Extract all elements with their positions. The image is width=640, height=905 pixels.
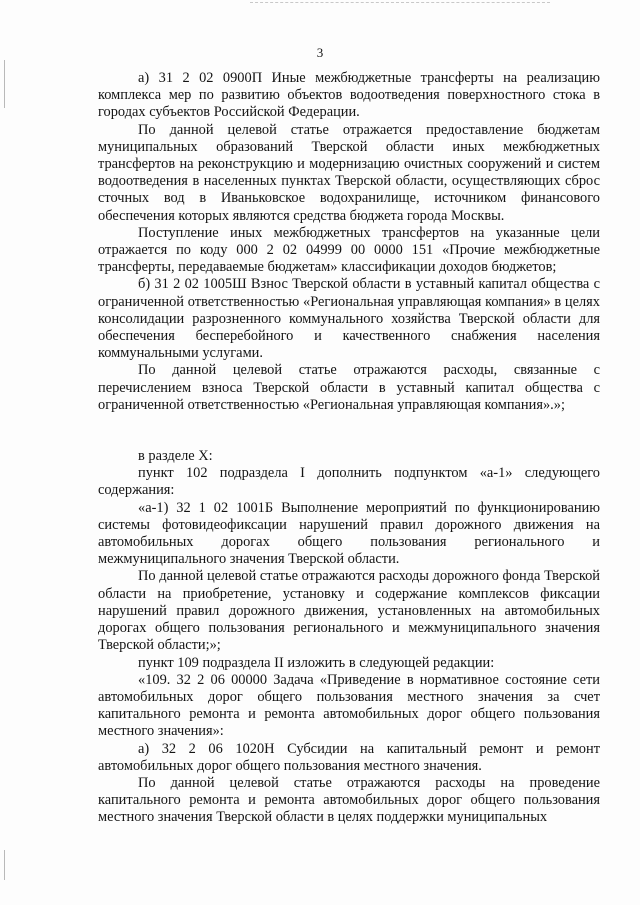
paragraph-description-road-fund: По данной целевой статье отражаются расходы дорожного фонда Тверской области на приобретение, установку и содержание комплексов фиксации нарушений правил дорожного движения, установленных на автомобильных дорогах общего пользования регионального и межмуниципального значения Тверской области;»;	[98, 568, 600, 654]
paragraph-task-109: «109. 32 2 06 00000 Задача «Приведение в нормативное состояние сети автомобильных дорог общего пользования местного значения за счет капитального ремонта и ремонта автомобильных дорог общего пользования местного значения»:	[98, 671, 600, 740]
paragraph-a1-photo-fixation: «а-1) 32 1 02 1001Б Выполнение мероприятий по функционированию системы фотовидеофиксации нарушений правил дорожного движения на автомобильных дорогах общего пользования регионального и межмуниципального значения Тверской области.	[98, 499, 600, 568]
paragraph-receipt-code: Поступление иных межбюджетных трансфертов на указанные цели отражается по коду 000 2 02 04999 00 0000 151 «Прочие межбюджетные трансферты, передаваемые бюджетам» классификации доходов бюджетов;	[98, 224, 600, 276]
paragraph-a-subsidies: а) 32 2 06 1020Н Субсидии на капитальный ремонт и ремонт автомобильных дорог общего пользования местного значения.	[98, 740, 600, 774]
scan-artifact-left-top	[4, 60, 5, 108]
scan-artifact-left-bottom	[4, 850, 5, 880]
section-gap	[98, 414, 600, 448]
paragraph-description-contribution: По данной целевой статье отражаются расходы, связанные с перечислением взноса Тверской области в уставный капитал общества с ограниченной ответственностью «Региональная управляющая компания».»;	[98, 362, 600, 413]
paragraph-b-contribution: б) 31 2 02 1005Ш Взнос Тверской области в уставный капитал общества с ограниченной ответственностью «Региональная управляющая компания» в целях консолидации разрозненного коммунального хозяйства Тверской области для обеспечения бесперебойного и качественного снабжения населения коммунальными услугами.	[98, 276, 600, 362]
paragraph-item-102: пункт 102 подраздела I дополнить подпунктом «а-1» следующего содержания:	[98, 465, 600, 499]
paragraph-description-transfers: По данной целевой статье отражается предоставление бюджетам муниципальных образований Тверской области иных межбюджетных трансфертов на реконструкцию и модернизацию очистных сооружений и систем водоотведения в населенных пунктах Тверской области, осуществляющих сброс сточных вод в Иваньковское водохранилище, источником финансового обеспечения которых являются средства бюджета города Москвы.	[98, 121, 600, 224]
document-body	[98, 70, 600, 827]
scan-artifact-top	[250, 2, 550, 4]
paragraph-a-9000p: а) 31 2 02 0900П Иные межбюджетные трансферты на реализацию комплекса мер по развитию объектов водоотведения поверхностного стока в городах субъектов Российской Федерации.	[98, 70, 600, 121]
paragraph-item-109: пункт 109 подраздела II изложить в следующей редакции:	[138, 654, 495, 671]
page-number: 3	[316, 45, 324, 60]
paragraph-description-repair: По данной целевой статье отражаются расходы на проведение капитального ремонта и ремонта автомобильных дорог общего пользования местного значения Тверской области в целях поддержки муниципальных	[98, 774, 600, 826]
paragraph-section-x: в разделе X:	[138, 448, 213, 465]
